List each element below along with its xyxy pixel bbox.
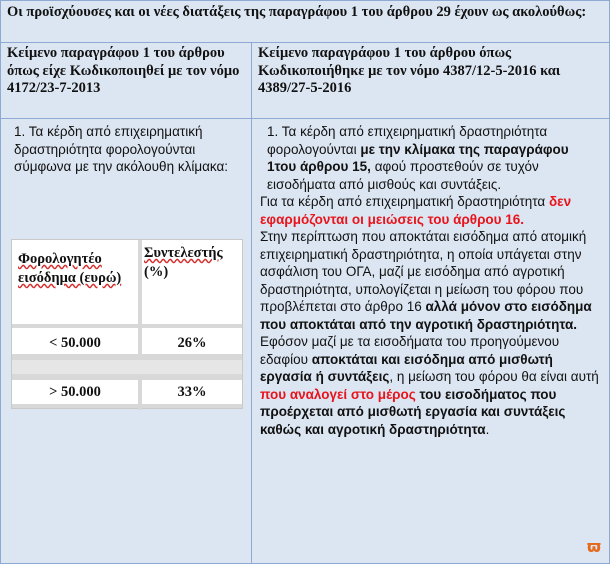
intro-text: Οι προϊσχύουσες και οι νέες διατάξεις της παραγράφου 1 του άρθρου 29 έχουν ως ακολούθως: [1,1,609,43]
text-run: 1. Τα κέρδη από επιχειρηματική δραστηριότητα φορολογούνται [267,124,548,157]
bold-text: του εισοδήματος που προέρχεται από μισθωτή εργασία και συντάξεις καθώς και αγροτική δραστηριότητα [260,386,566,437]
table-row [12,332,242,354]
paragraph-3 [260,228,601,333]
income-limit: > 50.000 [49,384,101,400]
rate-table-header [12,240,242,328]
right-column-body [252,119,609,563]
left-body-text: 1. Τα κέρδη από επιχειρηματική δραστηριότητα φορολογούνται σύμφωνα με την ακόλουθη κλίμακα: [14,124,229,174]
rate-header-label: Συντελεστής [144,245,223,261]
paragraph-1 [260,123,601,193]
text-run: Εφόσον μαζί με τα εισοδήματα του προηγούμενου εδαφίου [260,334,560,367]
rate-header [144,244,240,282]
text-run: Στην περίπτωση που αποκτάται εισόδημα από ατομική επιχειρηματική δραστηριότητα, η οποία υπάγεται στην ασφάλιση του ΟΓΑ, μαζί με εισόδημα από αγροτική δραστηριότητα, υπολογίζεται η μείωση του φόρου που προβλέπεται στο άρθρο 16 [260,229,587,314]
text-run: αφού προστεθούν σε τυχόν εισοδήματα από μισθούς και συντάξεις. [267,159,539,192]
text-run: Για τα κέρδη από επιχειρηματική δραστηριότητα [260,194,549,209]
row-spacer [12,360,242,374]
text-run: . [485,421,490,437]
paragraph-4 [260,333,601,438]
paragraph-2 [260,193,601,228]
income-limit: < 50.000 [49,335,101,351]
site-logo-icon: ϖ [587,537,601,556]
bold-text: αλλά μόνον στο εισόδημα που αποκτάται από την αγροτική δραστηριότητα. [260,299,592,332]
right-column-header: Κείμενο παραγράφου 1 του άρθρου όπως Κωδικοποιήθηκε με τον νόμο 4387/12-5-2016 και 4389/27-5-2016 [252,43,609,119]
left-column-header: Κείμενο παραγράφου 1 του άρθρου όπως είχε Κωδικοποιηθεί με τον νόμο 4172/23-7-2013 [1,43,252,119]
taxable-income-header: Φορολογητέο εισόδημα (ευρώ) [18,251,122,286]
bold-text: αποκτάται και εισόδημα από μισθωτή εργασία ή συντάξεις [260,351,553,384]
bold-text: με την κλίμακα της παραγράφου 1του άρθρου 15, [267,141,569,174]
highlighted-text: που αναλογεί στο μέρος [260,386,416,402]
table-row [12,380,242,404]
text-run: , η μείωση του φόρου θα είναι αυτή [389,369,599,384]
rate-header-unit: (%) [144,264,169,280]
highlighted-text: δεν εφαρμόζονται οι μειώσεις του άρθρου 16. [260,194,572,227]
tax-rate: 26% [177,335,207,351]
row-divider [12,404,242,408]
tax-rate: 33% [177,384,207,400]
tax-rate-table [11,239,243,409]
